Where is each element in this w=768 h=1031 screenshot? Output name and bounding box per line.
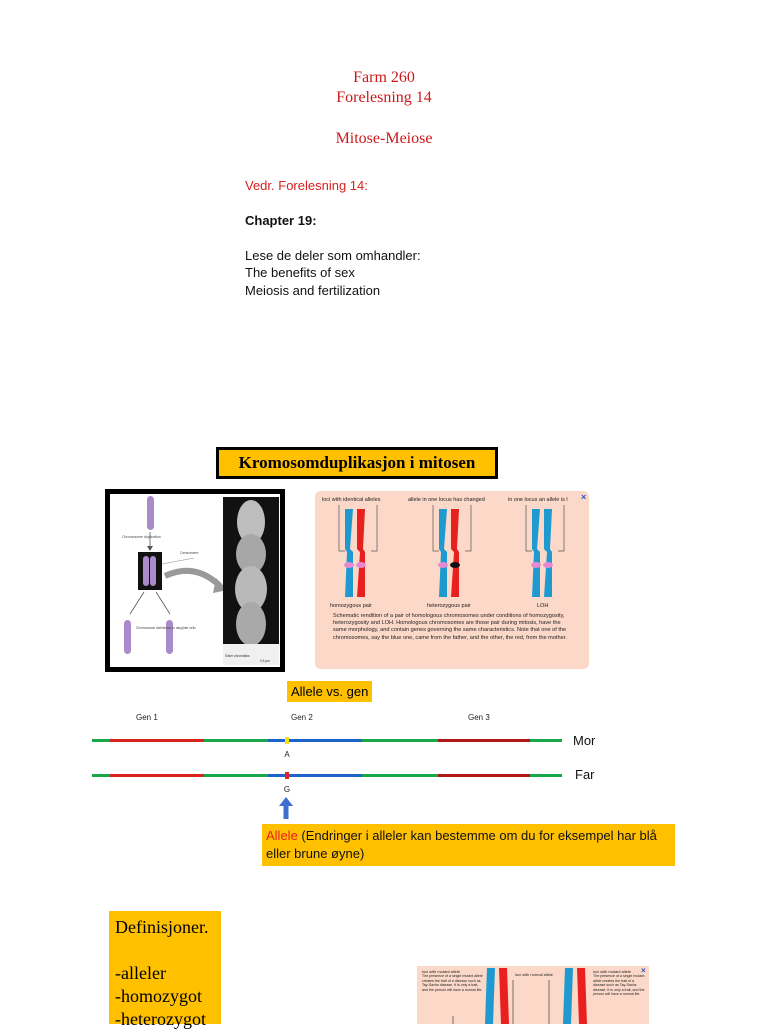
section-title: Kromosomduplikasjon i mitosen — [216, 447, 498, 479]
bottom-label-normal: loci with normal allele — [515, 972, 554, 977]
reading-item-meiosis[interactable]: Meiosis and fertilization — [245, 283, 381, 298]
reading-item-benefits[interactable]: The benefits of sex — [245, 265, 355, 280]
reading-reference: Vedr. Forelesning 14: — [245, 178, 368, 193]
definitions-box — [109, 911, 221, 1029]
mutant-allele-diagram — [417, 966, 649, 1024]
mutant-allele-figure — [417, 966, 649, 1024]
definition-item-alleler: -alleler — [115, 963, 166, 983]
allele-explanation: (Endringer i alleler kan bestemme om du for eksempel har blå eller brune øyne) — [266, 828, 657, 861]
definition-item-homozygot: -homozygot — [115, 986, 202, 1006]
header-identical: loci with identical alleles — [322, 497, 381, 503]
label-sister: Sister chromatids — [225, 654, 250, 658]
close-icon[interactable]: × — [641, 966, 646, 975]
label-scale: 0.5 μm — [260, 659, 270, 663]
gene-label-3: Gen 3 — [468, 713, 490, 722]
strand-label-far: Far — [575, 767, 595, 782]
dna-strands-diagram — [90, 730, 570, 830]
label-duplication: Chromosome duplication — [122, 535, 161, 539]
gene-label-2: Gen 2 — [291, 713, 313, 722]
chapter-heading: Chapter 19: — [245, 213, 317, 228]
allele-note — [262, 824, 675, 866]
header-lost: in one locus an allele is l — [508, 497, 568, 503]
homologous-pairs-figure — [315, 491, 589, 669]
close-icon[interactable]: × — [581, 492, 587, 502]
course-title: Farm 260 — [353, 69, 415, 86]
base-a: A — [284, 750, 290, 759]
up-arrow-icon — [279, 797, 293, 819]
bottom-text-left: The presence of a single mutant allele creates the trait of a disease such as Tay-Sachs disease. It is only a trait, and the person will have a normal life. — [422, 974, 483, 992]
lecture-title: Forelesning 14 — [336, 89, 432, 106]
base-g: G — [283, 785, 291, 794]
reading-instruction: Lese de deler som omhandler: — [245, 248, 421, 263]
chromosome-duplication-figure — [105, 489, 285, 672]
homologous-pairs-diagram — [315, 491, 589, 669]
topic-title: Mitose-Meiose — [335, 130, 433, 147]
bottom-text-right: The presence of a single mutant allele creates the trait of a disease such as Tay-Sachs disease. It is only a trait, and the person will have a normal life. — [593, 974, 645, 997]
label-distribution: Chromosome distribution to daughter cells — [136, 626, 196, 630]
strand-label-mor: Mor — [573, 733, 596, 748]
header-changed: allele in one locus has changed — [408, 497, 485, 503]
definitions-title: Definisjoner. — [115, 917, 209, 937]
gene-label-1: Gen 1 — [136, 713, 158, 722]
label-centromere: Centromere — [180, 551, 199, 555]
mother-strand — [92, 737, 562, 744]
figure-caption: Schematic rendition of a pair of homologous chromosomes under conditions of homozygosity, heterozygosity and LOH. Homologous chromosomes are those pair during mitosis, have the same morphology, and contain genes governing the same characteristics. Note that one of the chromosomes, say the blue one, came from the father, and the other, the red, from the mother. — [333, 613, 567, 641]
bottom-label-mutant-left: loci with mutant allele — [422, 969, 461, 974]
label-heterozygous: heterozygous pair — [427, 603, 471, 609]
label-homozygous: homozygous pair — [330, 603, 372, 609]
label-loh: LOH — [537, 603, 549, 609]
bottom-label-mutant-right: loci with mutant allele — [593, 969, 632, 974]
allele-vs-gen-label: Allele vs. gen — [287, 681, 372, 702]
chromosome-duplication-diagram — [110, 494, 280, 667]
allele-keyword: Allele — [266, 828, 298, 843]
father-strand — [92, 772, 562, 779]
definition-item-heterozygot: -heterozygot — [115, 1009, 206, 1029]
